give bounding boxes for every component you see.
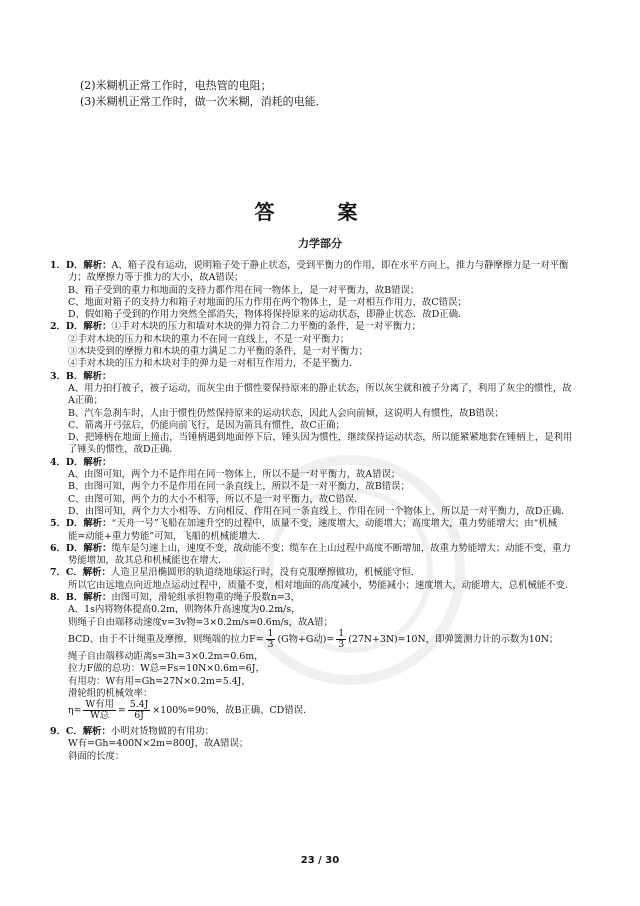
page-title: 答 案 <box>254 200 386 224</box>
answer-line: A正确； <box>68 395 103 407</box>
section-heading: 力学部分 <box>298 237 342 250</box>
answer-line: B、由图可知，两个力不是作用在同一条直线上，所以不是一对平衡力，故B错误； <box>68 481 410 493</box>
answer-line: W有=Gh=400N×2m=800J，故A错误； <box>68 738 249 750</box>
formula-line: BCD、由于不计绳重及摩擦，则绳端的拉力F= $\frac{1}{3}$ (G物+G动)= $\frac{1}{3}$ (27N+3N)=10N，即弹簧测力计的示数为10N； <box>68 627 559 650</box>
answer-line: 4．D．解析： <box>50 456 112 468</box>
answer-line: 了锤头的惯性，故D正确． <box>68 444 179 456</box>
question-line: (3)米糊机正常工作时，做一次米糊，消耗的电能． <box>80 95 327 108</box>
answer-line: 势能增加，故其总和机械能也在增大． <box>68 555 228 567</box>
answer-line: 绳子自由端移动距离s=3h=3×0.2m=0.6m， <box>68 650 264 662</box>
answer-line: 则绳子自由端移动速度v=3v物=3×0.2m/s=0.6m/s，故A错； <box>68 616 333 628</box>
answer-line: B、汽车急刹车时，人由于惯性仍然保持原来的运动状态，因此人会向前倾，这说明人有惯性，故B错误； <box>68 407 504 419</box>
formula-line: η= $\frac{\text{W有用}}{\text{W总}}$ = $\frac{5.4J}{6J}$ ×100%=90%，故B正确、CD错误． <box>68 699 313 722</box>
answer-line: 力；故摩擦力等于推力的大小，故A错误； <box>68 272 244 284</box>
answer-line: 7．C．解析：人造卫星沿椭圆形的轨道绕地球运行时，没有克服摩擦做功，机械能守恒． <box>50 567 421 579</box>
answer-line: A、1s内将物体提高0.2m，则物体升高速度为0.2m/s， <box>68 604 301 616</box>
answer-line: C、由图可知，两个力的大小不相等，所以不是一对平衡力，故C错误． <box>68 493 364 505</box>
fraction: $\frac{1}{3}$ <box>267 627 274 650</box>
answer-body <box>50 260 618 763</box>
answer-line: C、地面对箱子的支持力和箱子对地面的压力作用在两个物体上，是一对相互作用力，故C错误； <box>68 296 467 308</box>
answer-line: 拉力F做的总功：W总=Fs=10N×0.6m=6J， <box>68 663 265 675</box>
answer-line: 2．D．解析：①手对木块的压力和墙对木块的弹力符合二力平衡的条件，是一对平衡力； <box>50 321 421 333</box>
answer-line: 1．D．解析：A、箱子没有运动，说明箱子处于静止状态，受到平衡力的作用，即在水平方向上，推力与静摩擦力是一对平衡 <box>50 260 569 271</box>
answer-line: A、由图可知，两个力不是作用在同一物体上，所以不是一对平衡力，故A错误； <box>68 469 401 481</box>
answer-line: 3．B．解析： <box>50 370 112 382</box>
fraction: $\frac{\text{W有用}}{\text{W总}}$ <box>85 699 114 722</box>
answer-line: B、箱子受到的重力和地面的支持力都作用在同一物体上，是一对平衡力，故B错误； <box>68 284 420 296</box>
question-line: (2)米糊机正常工作时，电热管的电阻； <box>80 79 272 92</box>
answer-line: 斜面的长度： <box>68 750 125 762</box>
fraction: $\frac{1}{3}$ <box>338 627 345 650</box>
answer-line: A、用力拍打被子，被子运动，而灰尘由于惯性要保持原来的静止状态，所以灰尘就和被子分离了，利用了灰尘的惯性，故 <box>68 382 572 394</box>
answer-line: C、箭离开弓弦后，仍能向前飞行，是因为箭具有惯性，故C正确； <box>68 419 345 431</box>
page-number: 23 / 30 <box>300 855 340 866</box>
answer-line: 6．D．解析：缆车是匀速上山，速度不变，故动能不变；缆车在上山过程中高度不断增加，故重力势能增大；动能不变，重力 <box>50 542 571 554</box>
answer-line: D、把锤柄在地面上撞击，当锤柄遇到地面停下后，锤头因为惯性，继续保持运动状态，所以能紧紧地套在锤柄上，是利用 <box>68 432 573 444</box>
answer-line: D、假如箱子受到的作用力突然全部消失，物体将保持原来的运动状态，即静止状态．故D正确． <box>68 309 468 321</box>
answer-line: D、由图可知，两个力大小相等、方向相反、作用在同一条直线上、作用在同一个物体上，所以是一对平衡力，故D正确． <box>68 505 571 517</box>
answer-line: 能=动能+重力势能”可知，飞船的机械能增大． <box>68 530 267 542</box>
answer-line: 所以它由远地点向近地点运动过程中，质量不变，相对地面的高度减小，势能减小；速度增大，动能增大，总机械能不变． <box>68 579 575 591</box>
answer-line: ④手对木块的压力和木块对手的弹力是一对相互作用力，不是平衡力． <box>68 358 359 370</box>
answer-line: 8．B．解析：由图可知，滑轮组承担物重的绳子股数n=3， <box>50 592 300 604</box>
answer-line: ②手对木块的压力和木块的重力不在同一直线上，不是一对平衡力； <box>68 333 350 345</box>
answer-line: ③木块受到的摩擦力和木块的重力满足二力平衡的条件，是一对平衡力； <box>68 346 369 358</box>
answer-line: 5．D．解析：“天舟一号”飞船在加速升空的过程中，质量不变，速度增大，动能增大；高度增大，重力势能增大；由“机械 <box>50 518 558 530</box>
answer-line: 9．C．解析：小明对货物做的有用功： <box>50 726 215 738</box>
answer-line: 有用功：W有用=Gh=27N×0.2m=5.4J， <box>68 675 251 687</box>
fraction: $\frac{5.4J}{6J}$ <box>129 699 149 722</box>
answer-line: 滑轮组的机械效率： <box>68 687 153 699</box>
